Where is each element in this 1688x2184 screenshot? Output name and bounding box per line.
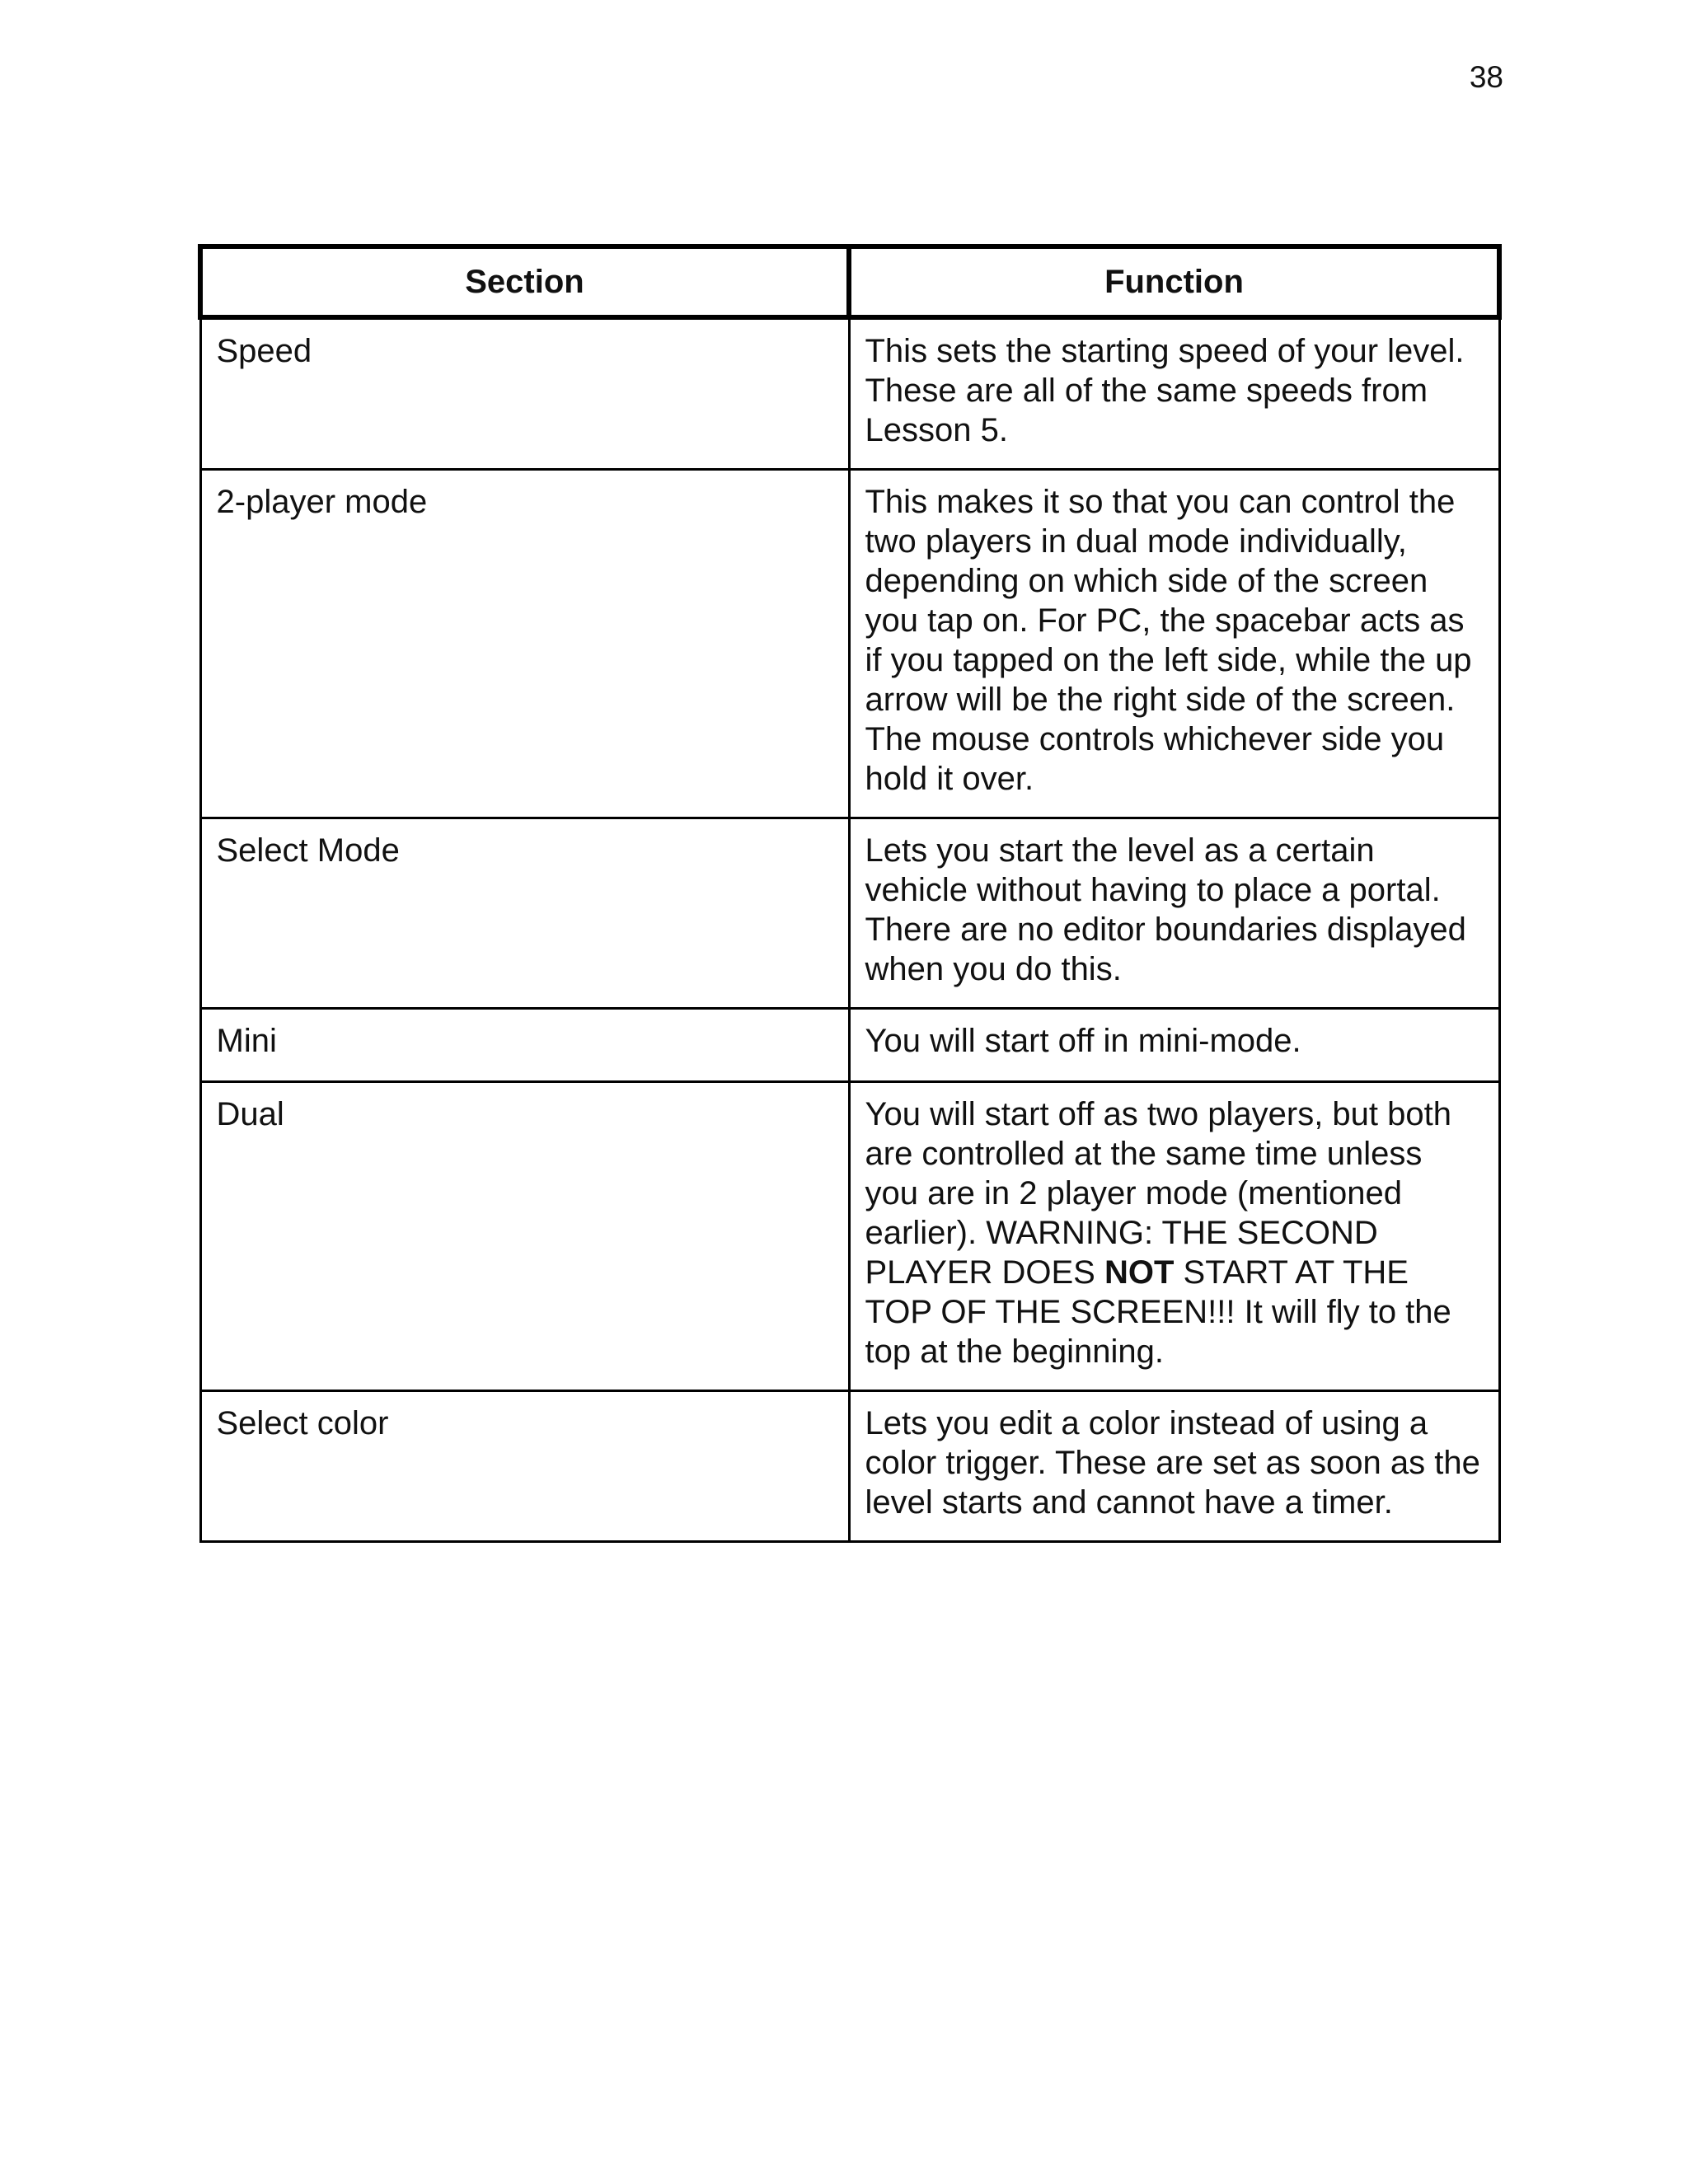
function-cell: This makes it so that you can control the two players in dual mode individually, depending on which side of the screen you tap on. For PC, the spacebar acts as if you tapped on the left side, while the up arrow will be the right side of the screen. The mouse controls whichever side you hold it over. (849, 470, 1499, 818)
emphasis-not: NOT (1104, 1254, 1175, 1291)
page-number: 38 (1469, 60, 1503, 94)
section-cell: Speed (200, 317, 849, 470)
function-cell: This sets the starting speed of your level. These are all of the same speeds from Lesson 5. (849, 317, 1499, 470)
table-row (200, 1009, 1499, 1082)
section-function-table (198, 244, 1502, 1543)
table-row (200, 818, 1499, 1009)
table-header-row (200, 246, 1499, 317)
table-row (200, 317, 1499, 470)
header-function: Function (849, 246, 1499, 317)
function-cell: Lets you start the level as a certain vehicle without having to place a portal. There are no editor boundaries displayed when you do this. (849, 818, 1499, 1009)
section-cell: Select Mode (200, 818, 849, 1009)
section-cell: Mini (200, 1009, 849, 1082)
table-row (200, 470, 1499, 818)
header-section: Section (200, 246, 849, 317)
function-cell: You will start off in mini-mode. (849, 1009, 1499, 1082)
section-cell: 2-player mode (200, 470, 849, 818)
function-cell: Lets you edit a color instead of using a color trigger. These are set as soon as the level starts and cannot have a timer. (849, 1391, 1499, 1542)
section-cell: Select color (200, 1391, 849, 1542)
section-cell: Dual (200, 1082, 849, 1391)
function-text-part: START AT THE TOP OF THE SCREEN!!! It will fly to the top at the beginning. (865, 1254, 1451, 1370)
function-cell (849, 1082, 1499, 1391)
table-row (200, 1391, 1499, 1542)
function-text-part: You will start off as two players, but both are controlled at the same time unless you are in 2 player mode (mentioned earlier). WARNING: THE SECOND PLAYER DOES (865, 1096, 1452, 1291)
table-row (200, 1082, 1499, 1391)
